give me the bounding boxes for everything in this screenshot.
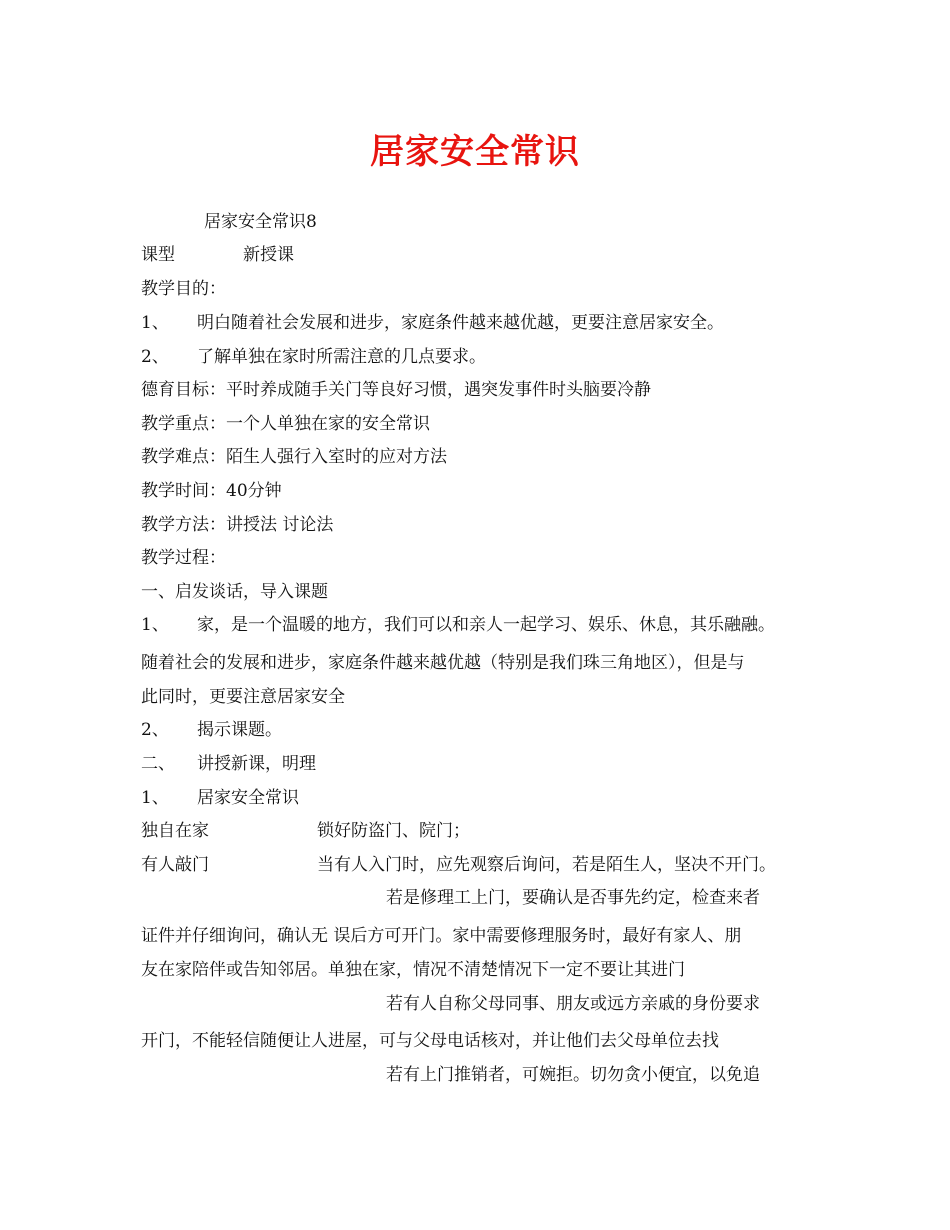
objective-text: 明白随着社会发展和进步，家庭条件越来越优越，更要注意居家安全。 [197, 313, 724, 333]
subsection-heading: 居家安全常识 [197, 788, 299, 808]
knock-text: 当有人入门时，应先观察后询问，若是陌生人，坚决不开门。 [317, 855, 776, 875]
sales-paragraph-line: 若有上门推销者，可婉拒。切勿贪小便宜，以免追 [386, 1065, 760, 1085]
alone-label: 独自在家 [141, 821, 209, 841]
section-two-heading: 讲授新课，明理 [197, 754, 316, 774]
subtitle: 居家安全常识8 [204, 212, 317, 232]
key-point: 教学重点：一个人单独在家的安全常识 [141, 414, 430, 434]
section-one-heading: 一、启发谈话，导入课题 [141, 582, 328, 602]
course-type-value: 新授课 [243, 245, 294, 265]
item-text-continued: 此同时，更要注意居家安全 [141, 687, 345, 707]
item-text: 揭示课题。 [197, 720, 282, 740]
subsection-number: 1、 [141, 788, 169, 808]
moral-goal: 德育目标：平时养成随手关门等良好习惯，遇突发事件时头脑要冷静 [141, 380, 651, 400]
objective-number: 1、 [141, 313, 169, 333]
teaching-time: 教学时间：40分钟 [141, 481, 282, 501]
repair-paragraph-line: 若是修理工上门，要确认是否事先约定，检查来者 [386, 888, 760, 908]
relative-paragraph-line: 若有人自称父母同事、朋友或远方亲戚的身份要求 [386, 994, 760, 1014]
repair-paragraph-line: 证件并仔细询问，确认无 误后方可开门。家中需要修理服务时，最好有家人、朋 [141, 926, 742, 946]
objectives-heading: 教学目的： [141, 279, 226, 299]
item-number: 1、 [141, 615, 169, 635]
item-number: 2、 [141, 720, 169, 740]
repair-paragraph-line: 友在家陪伴或告知邻居。单独在家，情况不清楚情况下一定不要让其进门 [141, 960, 685, 980]
knock-label: 有人敲门 [141, 855, 209, 875]
page-title: 居家安全常识 [370, 132, 580, 172]
item-text: 家，是一个温暖的地方，我们可以和亲人一起学习、娱乐、休息，其乐融融。 [197, 615, 775, 635]
objective-text: 了解单独在家时所需注意的几点要求。 [197, 347, 486, 367]
item-text-continued: 随着社会的发展和进步，家庭条件越来越优越（特别是我们珠三角地区），但是与 [141, 653, 745, 673]
difficulty: 教学难点：陌生人强行入室时的应对方法 [141, 447, 447, 467]
section-two-number: 二、 [141, 754, 175, 774]
course-type-label: 课型 [141, 245, 175, 265]
alone-text: 锁好防盗门、院门； [317, 821, 470, 841]
process-heading: 教学过程： [141, 548, 226, 568]
teaching-method: 教学方法：讲授法 讨论法 [141, 515, 334, 535]
relative-paragraph-line: 开门，不能轻信随便让人进屋，可与父母电话核对，并让他们去父母单位去找 [141, 1031, 719, 1051]
objective-number: 2、 [141, 347, 169, 367]
